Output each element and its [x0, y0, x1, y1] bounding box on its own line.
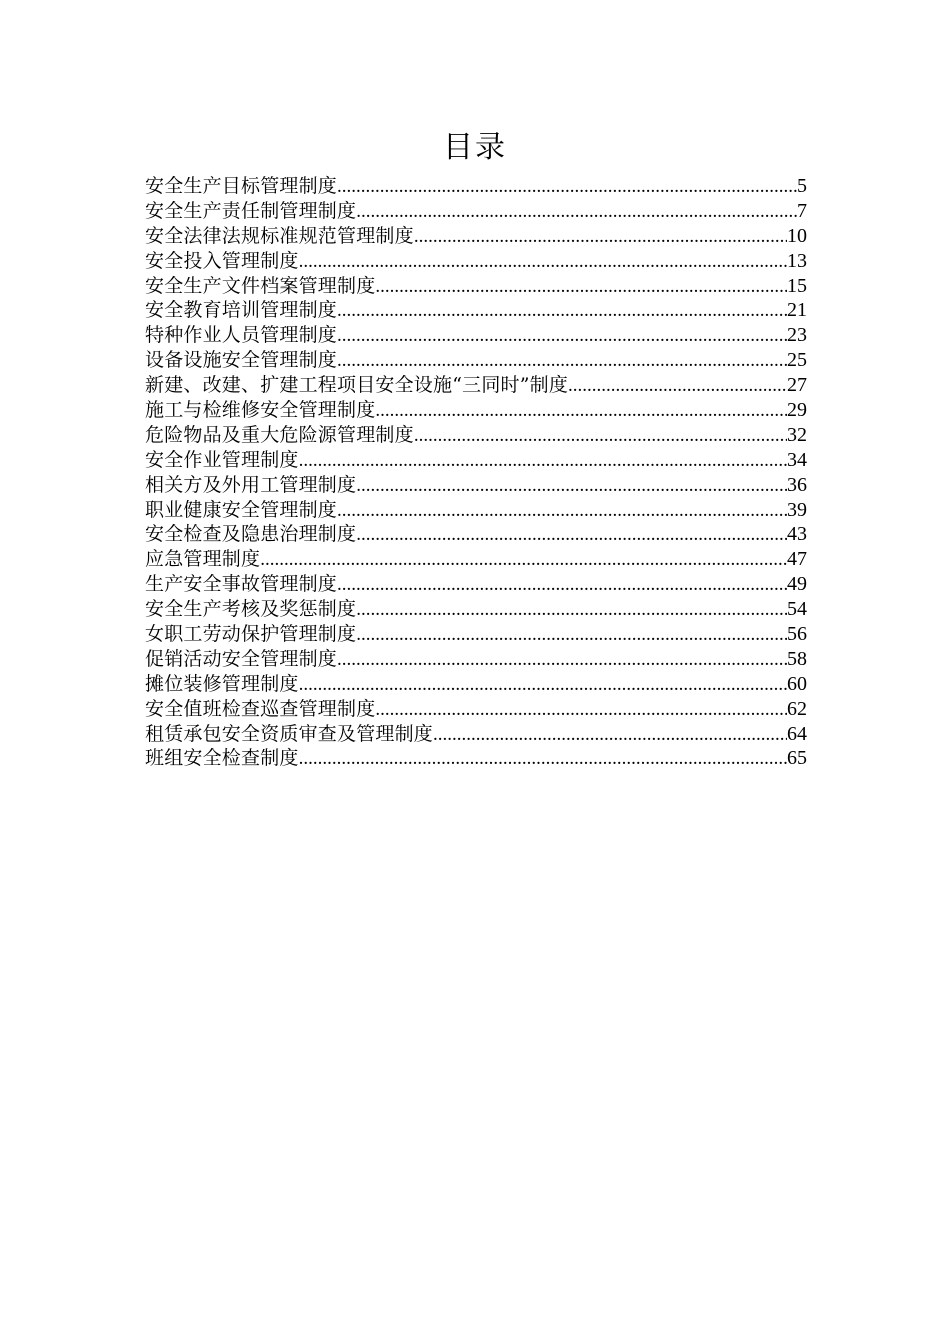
- toc-entry-label: 安全投入管理制度: [145, 249, 299, 272]
- toc-entry[interactable]: [145, 298, 807, 323]
- toc-entry[interactable]: [145, 522, 807, 547]
- toc-entry-page-number: 64: [787, 722, 807, 745]
- toc-entry[interactable]: [145, 547, 807, 572]
- toc-entry-label: 职业健康安全管理制度: [145, 498, 338, 521]
- toc-entry-label: 安全法律法规标准规范管理制度: [145, 224, 414, 247]
- toc-dot-leader: [299, 449, 787, 474]
- toc-entry[interactable]: [145, 448, 807, 473]
- toc-entry-label: 应急管理制度: [145, 548, 261, 571]
- toc-entry[interactable]: [145, 348, 807, 373]
- toc-entry-page-number: 10: [787, 224, 807, 247]
- toc-entry-label: 租赁承包安全资质审查及管理制度: [145, 722, 434, 745]
- toc-dot-leader: [568, 374, 787, 399]
- toc-entry-page-number: 29: [787, 399, 807, 422]
- toc-dot-leader: [260, 548, 787, 573]
- toc-entry[interactable]: [145, 373, 807, 398]
- toc-entry[interactable]: [145, 672, 807, 697]
- toc-entry-page-number: 15: [787, 274, 807, 297]
- toc-entry-label: 摊位装修管理制度: [145, 672, 299, 695]
- toc-entry[interactable]: [145, 498, 807, 523]
- toc-entry-label: 女职工劳动保护管理制度: [145, 623, 357, 646]
- toc-dot-leader: [375, 275, 787, 300]
- toc-entry-label: 促销活动安全管理制度: [145, 647, 338, 670]
- toc-dot-leader: [356, 523, 787, 548]
- toc-dot-leader: [356, 623, 787, 648]
- toc-entry-page-number: 39: [787, 498, 807, 521]
- toc-entry-page-number: 54: [787, 598, 807, 621]
- toc-dot-leader: [337, 573, 787, 598]
- toc-dot-leader: [337, 299, 787, 324]
- toc-dot-leader: [356, 200, 797, 225]
- toc-entry-label: 安全生产责任制管理制度: [145, 199, 357, 222]
- toc-entry[interactable]: [145, 597, 807, 622]
- toc-entry[interactable]: [145, 224, 807, 249]
- toc-entry[interactable]: [145, 647, 807, 672]
- toc-entry-label: 相关方及外用工管理制度: [145, 473, 357, 496]
- toc-entry-page-number: 32: [787, 423, 807, 446]
- toc-entry-label: 安全教育培训管理制度: [145, 299, 338, 322]
- toc-entry-page-number: 36: [787, 473, 807, 496]
- toc-dot-leader: [414, 424, 787, 449]
- toc-dot-leader: [337, 648, 787, 673]
- toc-dot-leader: [414, 225, 787, 250]
- toc-entry[interactable]: [145, 572, 807, 597]
- toc-entry-page-number: 43: [787, 523, 807, 546]
- toc-entry-label: 特种作业人员管理制度: [145, 324, 338, 347]
- toc-entry-page-number: 47: [787, 548, 807, 571]
- toc-entry[interactable]: [145, 622, 807, 647]
- toc-entry-page-number: 49: [787, 573, 807, 596]
- toc-entry-label: 安全检查及隐患治理制度: [145, 523, 357, 546]
- toc-entry-page-number: 21: [787, 299, 807, 322]
- toc-entry-page-number: 27: [787, 374, 807, 397]
- toc-dot-leader: [299, 250, 787, 275]
- toc-title: 目录: [443, 130, 507, 165]
- toc-entry-label: 安全生产目标管理制度: [145, 175, 338, 197]
- toc-entry[interactable]: [145, 199, 807, 224]
- toc-entry-page-number: 13: [787, 249, 807, 272]
- toc-dot-leader: [337, 324, 787, 349]
- toc-dot-leader: [337, 349, 787, 374]
- toc-entry-page-number: 7: [797, 199, 807, 222]
- toc-entry-page-number: 5: [797, 175, 807, 197]
- toc-entry-page-number: 34: [787, 448, 807, 471]
- toc-entry[interactable]: [145, 249, 807, 274]
- toc-entry-label: 班组安全检查制度: [145, 747, 299, 770]
- toc-dot-leader: [337, 175, 797, 200]
- toc-entry-page-number: 65: [787, 747, 807, 770]
- toc-entry[interactable]: [145, 174, 807, 199]
- toc-entry-label: 施工与检维修安全管理制度: [145, 399, 376, 422]
- toc-entry-page-number: 62: [787, 697, 807, 720]
- toc-entry-page-number: 23: [787, 324, 807, 347]
- toc-dot-leader: [433, 723, 787, 748]
- toc-entry[interactable]: [145, 722, 807, 747]
- toc-entry[interactable]: [145, 323, 807, 348]
- toc-dot-leader: [299, 747, 787, 772]
- toc-entry-label: 安全生产考核及奖惩制度: [145, 598, 357, 621]
- toc-entry-label: 安全值班检查巡查管理制度: [145, 697, 376, 720]
- toc-entry-label: 危险物品及重大危险源管理制度: [145, 423, 414, 446]
- toc-entry[interactable]: [145, 274, 807, 299]
- toc-entry-page-number: 25: [787, 349, 807, 372]
- toc-dot-leader: [337, 499, 787, 524]
- toc-dot-leader: [299, 673, 787, 698]
- toc-entry[interactable]: [145, 697, 807, 722]
- toc-entry-page-number: 56: [787, 623, 807, 646]
- toc-entry-page-number: 58: [787, 647, 807, 670]
- toc-entry-label: 新建、改建、扩建工程项目安全设施“三同时”制度: [145, 374, 569, 397]
- toc-entry[interactable]: [145, 423, 807, 448]
- toc-dot-leader: [356, 598, 787, 623]
- toc-entry-label: 生产安全事故管理制度: [145, 573, 338, 596]
- toc-entry[interactable]: [145, 473, 807, 498]
- toc-dot-leader: [356, 474, 787, 499]
- toc-entry[interactable]: [145, 746, 807, 771]
- table-of-contents: [145, 174, 807, 771]
- toc-entry[interactable]: [145, 398, 807, 423]
- toc-dot-leader: [375, 698, 787, 723]
- toc-entry-page-number: 60: [787, 672, 807, 695]
- toc-entry-label: 设备设施安全管理制度: [145, 349, 338, 372]
- toc-entry-label: 安全生产文件档案管理制度: [145, 274, 376, 297]
- toc-dot-leader: [375, 399, 787, 424]
- toc-entry-label: 安全作业管理制度: [145, 448, 299, 471]
